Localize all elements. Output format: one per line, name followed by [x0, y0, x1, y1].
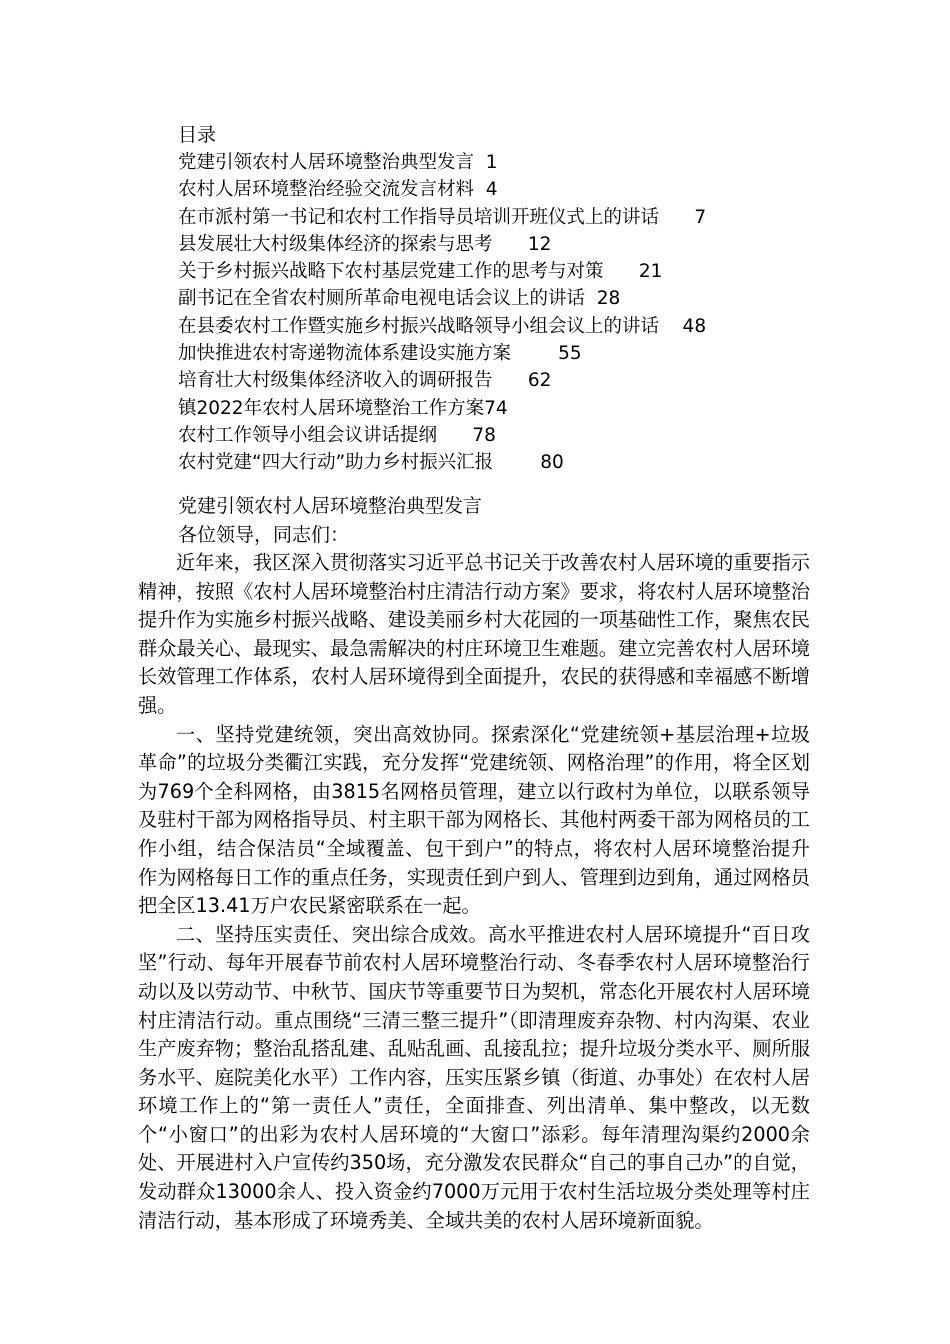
toc-item-title: 镇2022年农村人居环境整治工作方案 [178, 397, 485, 419]
toc-item[interactable] [178, 258, 838, 285]
toc-item-title: 党建引领农村人居环境整治典型发言 [178, 152, 475, 173]
toc-item-page-number: 48 [682, 315, 707, 337]
toc-item[interactable] [178, 176, 838, 203]
article [138, 492, 810, 1235]
article-paragraph: 二、坚持压实责任、突出综合成效。高水平推进农村人居环境提升“百日攻坚”行动、每年开展春节前农村人居环境整治行动、冬春季农村人居环境整治行动以及以劳动节、中秋节、国庆节等重要节日为契机，常态化开展农村人居环境村庄清洁行动。重点围绕“三清三整三提升”（即清理废弃杂物、村内沟渠、农业生产废弃物；整治乱搭乱建、乱贴乱画、乱接乱拉；提升垃圾分类水平、厕所服务水平、庭院美化水平）工作内容，压实压紧乡镇（街道、办事处）在农村人居环境工作上的“第一责任人”责任，全面排查、列出清单、集中整改，以无数个“小窗口”的出彩为农村人居环境的“大窗口”添彩。每年清理沟渠约2000余处、开展进村入户宣传约350场，充分激发农民群众“自己的事自己办”的自觉，发动群众13000余人、投入资金约7000万元用于农村生活垃圾分类处理等村庄清洁行动，基本形成了环境秀美、全域共美的农村人居环境新面貌。 [138, 922, 810, 1232]
toc-title: 目录 [178, 124, 217, 146]
toc-item-title: 农村党建“四大行动”助力乡村振兴汇报 [178, 452, 494, 474]
toc-item-title: 在市派村第一书记和农村工作指导员培训开班仪式上的讲话 [178, 206, 660, 228]
toc-item[interactable] [178, 449, 838, 476]
toc-item-gap [437, 425, 472, 446]
toc-item-page-number: 7 [694, 206, 707, 228]
toc-item-page-number: 1 [485, 152, 498, 173]
toc-item[interactable] [178, 395, 838, 422]
toc-item-page-number: 62 [527, 370, 552, 392]
toc-item-page-number: 55 [558, 343, 582, 365]
article-paragraph: 一、坚持党建统领，突出高效协同。探索深化“党建统领+基层治理+垃圾革命”的垃圾分类衢江实践，充分发挥“党建统领、网格治理”的作用，将全区划为769个全科网格，由3815名网格员管理，建立以行政村为单位，以联系领导及驻村干部为网格指导员、村主职干部为网格长、其他村两委干部为网格员的工作小组，结合保洁员“全域覆盖、包干到户”的特点，将农村人居环境整治提升作为网格每日工作的重点任务，实现责任到户到人、管理到边到角，通过网格员把全区13.41万户农民紧密联系在一起。 [138, 722, 810, 918]
article-salutation: 各位领导，同志们： [178, 523, 350, 546]
toc-item-gap [474, 152, 486, 173]
toc-item-gap [474, 179, 486, 200]
toc-item[interactable] [178, 367, 838, 394]
toc-item[interactable] [178, 313, 838, 340]
toc-item[interactable] [178, 340, 838, 367]
toc-item-gap [585, 288, 597, 309]
toc-item-gap [659, 207, 694, 228]
toc-item-gap [493, 452, 540, 473]
toc-item-title: 农村工作领导小组会议讲话提纲 [178, 424, 438, 446]
toc-item-page-number: 12 [527, 233, 552, 255]
article-paragraph: 近年来，我区深入贯彻落实习近平总书记关于改善农村人居环境的重要指示精神，按照《农村人居环境整治村庄清洁行动方案》要求，将农村人居环境整治提升作为实施乡村振兴战略、建设美丽乡村大花园的一项基础性工作，聚焦农民群众最关心、最现实、最急需解决的村庄环境卫生难题。建立完善农村人居环境长效管理工作体系，农村人居环境得到全面提升，农民的获得感和幸福感不断增强。 [138, 551, 810, 717]
toc-item-title: 在县委农村工作暨实施乡村振兴战略领导小组会议上的讲话 [178, 315, 660, 337]
table-of-contents [178, 122, 838, 477]
toc-item-title: 副书记在全省农村厕所革命电视电话会议上的讲话 [178, 288, 586, 310]
toc-item[interactable] [178, 285, 838, 312]
toc-item-title: 县发展壮大村级集体经济的探索与思考 [178, 233, 493, 255]
toc-item-gap [659, 316, 683, 337]
toc-item[interactable] [178, 149, 838, 176]
toc-item-title: 加快推进农村寄递物流体系建设实施方案 [178, 343, 512, 365]
toc-item-title: 培育壮大村级集体经济收入的调研报告 [178, 370, 493, 392]
toc-item-page-number: 80 [540, 452, 564, 474]
toc-item-page-number: 4 [485, 179, 498, 201]
toc-item-page-number: 21 [638, 261, 663, 283]
toc-list [178, 149, 838, 477]
toc-item[interactable] [178, 204, 838, 231]
toc-item[interactable] [178, 422, 838, 449]
toc-item-title: 关于乡村振兴战略下农村基层党建工作的思考与对策 [178, 261, 604, 283]
toc-item[interactable] [178, 231, 838, 258]
toc-item-page-number: 74 [484, 397, 508, 419]
toc-item-title: 农村人居环境整治经验交流发言材料 [178, 179, 475, 201]
toc-item-gap [493, 234, 528, 255]
toc-item-gap [604, 261, 639, 282]
toc-item-gap [493, 370, 528, 391]
toc-item-page-number: 28 [596, 288, 621, 310]
toc-item-page-number: 78 [472, 424, 496, 446]
article-title: 党建引领农村人居环境整治典型发言 [178, 495, 483, 517]
toc-item-gap [511, 343, 558, 364]
